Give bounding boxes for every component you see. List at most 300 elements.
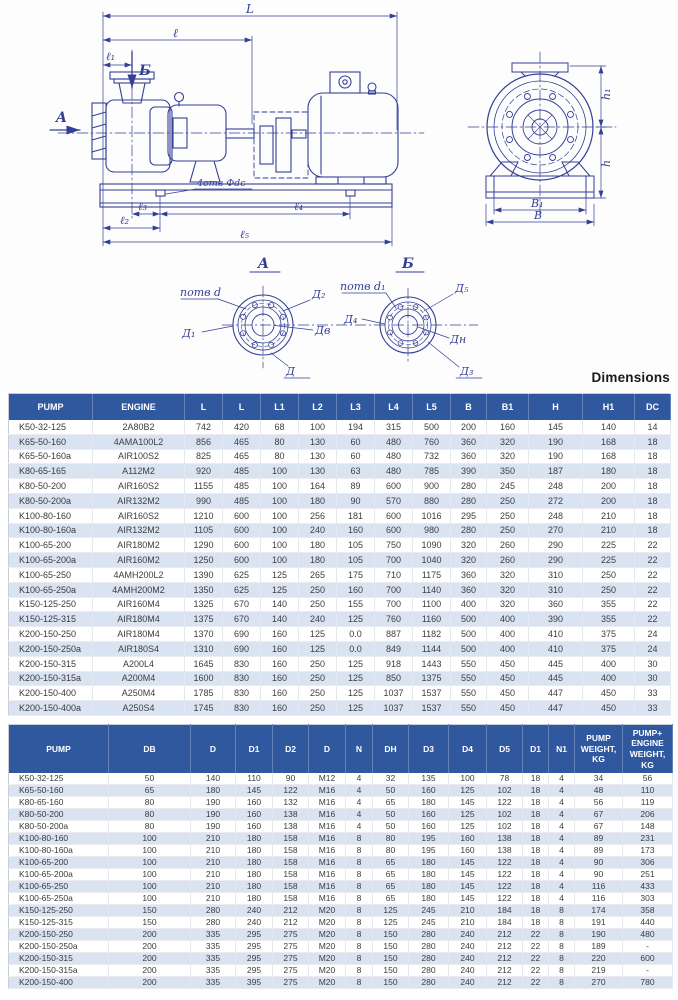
value-cell: 1155 — [185, 479, 223, 494]
pump-side-view — [50, 2, 424, 246]
dim-label-l5: ℓ₅ — [240, 228, 249, 241]
value-cell: 50 — [109, 773, 191, 785]
table-row — [9, 868, 673, 880]
dim-label-L: L — [246, 2, 254, 16]
value-cell: 14 — [635, 420, 671, 434]
value-cell: 158 — [273, 892, 309, 904]
value-cell: 210 — [191, 892, 236, 904]
column-header: N1 — [549, 724, 575, 773]
value-cell: 248 — [529, 479, 583, 494]
value-cell: M16 — [309, 892, 346, 904]
value-cell: 4 — [549, 820, 575, 832]
value-cell: 160 — [487, 420, 529, 434]
column-header: D3 — [409, 724, 449, 773]
value-cell: 250 — [583, 582, 635, 597]
value-cell: 360 — [451, 449, 487, 464]
value-cell: M12 — [309, 773, 346, 785]
value-cell: 275 — [273, 952, 309, 964]
value-cell: 130 — [299, 434, 337, 449]
section-a-label: A — [56, 110, 67, 126]
value-cell: 18 — [523, 856, 549, 868]
value-cell: 125 — [299, 641, 337, 656]
column-header: D — [309, 724, 346, 773]
value-cell: 830 — [223, 656, 261, 671]
pump-name-cell: K100-65-200 — [9, 856, 109, 868]
pump-name-cell: K65-50-160a — [9, 449, 93, 464]
value-cell: 125 — [449, 820, 487, 832]
value-cell: 168 — [583, 434, 635, 449]
value-cell: 8 — [346, 844, 373, 856]
value-cell: M20 — [309, 952, 346, 964]
value-cell: 105 — [337, 538, 375, 553]
table-row — [9, 449, 671, 464]
pump-name-cell: K50-32-125 — [9, 773, 109, 785]
value-cell: 89 — [575, 832, 623, 844]
value-cell: 18 — [523, 904, 549, 916]
value-cell: 251 — [623, 868, 673, 880]
dim-label-B: B — [534, 209, 543, 222]
value-cell: 122 — [273, 784, 309, 796]
value-cell: 275 — [273, 940, 309, 952]
value-cell: 625 — [223, 582, 261, 597]
value-cell: 400 — [583, 671, 635, 686]
value-cell: 68 — [261, 420, 299, 434]
value-cell: 1100 — [413, 597, 451, 612]
value-cell: 450 — [583, 686, 635, 701]
value-cell: 180 — [236, 892, 273, 904]
table-row — [9, 916, 673, 928]
value-cell: 1785 — [185, 686, 223, 701]
pump-name-cell: K200-150-400 — [9, 976, 109, 988]
value-cell: 33 — [635, 701, 671, 716]
dim-label-B1: B₁ — [531, 197, 544, 210]
table-row — [9, 464, 671, 479]
value-cell: 100 — [261, 479, 299, 494]
value-cell: 191 — [575, 916, 623, 928]
value-cell: 335 — [191, 940, 236, 952]
value-cell: 260 — [487, 538, 529, 553]
value-cell: 360 — [451, 567, 487, 582]
value-cell: 174 — [575, 904, 623, 916]
value-cell: 219 — [575, 964, 623, 976]
pump-name-cell: K100-80-160 — [9, 832, 109, 844]
value-cell: 742 — [185, 420, 223, 434]
pump-name-cell: K100-65-200a — [9, 868, 109, 880]
side-view-labels — [54, 2, 303, 241]
value-cell: 22 — [523, 940, 549, 952]
value-cell: 158 — [273, 844, 309, 856]
value-cell: 164 — [299, 479, 337, 494]
value-cell: 350 — [487, 464, 529, 479]
value-cell: 22 — [635, 553, 671, 568]
value-cell: M16 — [309, 868, 346, 880]
column-header: D5 — [487, 724, 523, 773]
value-cell: 4 — [346, 796, 373, 808]
value-cell: 22 — [635, 538, 671, 553]
value-cell: 200 — [109, 940, 191, 952]
value-cell: 355 — [583, 612, 635, 627]
value-cell: 33 — [635, 686, 671, 701]
value-cell: 1040 — [413, 553, 451, 568]
value-cell: 270 — [575, 976, 623, 988]
value-cell: 760 — [375, 612, 413, 627]
pump-name-cell: K150-125-315 — [9, 612, 93, 627]
value-cell: 158 — [273, 856, 309, 868]
value-cell: 212 — [487, 940, 523, 952]
value-cell: 210 — [449, 916, 487, 928]
pump-name-cell: K65-50-160 — [9, 434, 93, 449]
value-cell: 100 — [109, 844, 191, 856]
value-cell: 8 — [346, 832, 373, 844]
section-b-label: Б — [139, 63, 151, 79]
pump-name-cell: K200-150-315a — [9, 964, 109, 976]
value-cell: 410 — [529, 627, 583, 642]
value-cell: 160 — [261, 627, 299, 642]
value-cell: 240 — [449, 976, 487, 988]
value-cell: 140 — [261, 612, 299, 627]
value-cell: 158 — [273, 880, 309, 892]
value-cell: 280 — [409, 940, 449, 952]
column-header: PUMP WEIGHT, KG — [575, 724, 623, 773]
value-cell: 433 — [623, 880, 673, 892]
value-cell: 335 — [191, 976, 236, 988]
table-row — [9, 493, 671, 508]
value-cell: 280 — [409, 976, 449, 988]
column-header: L1 — [261, 394, 299, 421]
value-cell: 180 — [236, 868, 273, 880]
value-cell: 90 — [273, 773, 309, 785]
table-row — [9, 952, 673, 964]
value-cell: 145 — [449, 892, 487, 904]
value-cell: 1325 — [185, 597, 223, 612]
pump-name-cell: K200-150-250 — [9, 928, 109, 940]
value-cell: 8 — [549, 964, 575, 976]
value-cell: 500 — [413, 420, 451, 434]
value-cell: 280 — [191, 904, 236, 916]
value-cell: 210 — [449, 904, 487, 916]
value-cell: 180 — [236, 856, 273, 868]
value-cell: 485 — [223, 464, 261, 479]
value-cell: 465 — [223, 449, 261, 464]
dim-label-l1: ℓ₁ — [106, 50, 115, 63]
value-cell: 1175 — [413, 567, 451, 582]
value-cell: 420 — [223, 420, 261, 434]
value-cell: 140 — [261, 597, 299, 612]
value-cell: 30 — [635, 671, 671, 686]
value-cell: 210 — [191, 856, 236, 868]
value-cell: AIR180M4 — [93, 627, 185, 642]
value-cell: 102 — [487, 784, 523, 796]
value-cell: 18 — [523, 784, 549, 796]
value-cell: 700 — [375, 582, 413, 597]
value-cell: 240 — [449, 964, 487, 976]
value-cell: 189 — [575, 940, 623, 952]
value-cell: 445 — [529, 656, 583, 671]
table-row — [9, 612, 671, 627]
value-cell: 830 — [223, 701, 261, 716]
column-header: D4 — [449, 724, 487, 773]
value-cell: 180 — [409, 796, 449, 808]
value-cell: 125 — [299, 627, 337, 642]
dim-label-D2: Д₂ — [312, 288, 326, 301]
value-cell: 480 — [375, 464, 413, 479]
value-cell: 50 — [373, 820, 409, 832]
table-header-row — [9, 724, 673, 773]
pump-unit — [92, 72, 254, 182]
value-cell: 155 — [337, 597, 375, 612]
value-cell: 180 — [236, 844, 273, 856]
value-cell: 360 — [451, 434, 487, 449]
value-cell: 320 — [487, 597, 529, 612]
value-cell: 22 — [523, 928, 549, 940]
value-cell: 335 — [191, 928, 236, 940]
value-cell: 100 — [261, 553, 299, 568]
value-cell: 8 — [549, 940, 575, 952]
value-cell: 135 — [409, 773, 449, 785]
value-cell: 410 — [529, 641, 583, 656]
value-cell: 168 — [583, 449, 635, 464]
value-cell: 240 — [236, 904, 273, 916]
value-cell: 1390 — [185, 567, 223, 582]
value-cell: 125 — [337, 656, 375, 671]
value-cell: 240 — [299, 523, 337, 538]
table-row — [9, 656, 671, 671]
value-cell: 125 — [449, 784, 487, 796]
value-cell: 116 — [575, 892, 623, 904]
value-cell: 295 — [236, 940, 273, 952]
value-cell: 24 — [635, 627, 671, 642]
value-cell: 158 — [273, 832, 309, 844]
value-cell: 200 — [109, 928, 191, 940]
pump-name-cell: K100-65-250 — [9, 567, 93, 582]
pump-name-cell: K150-125-250 — [9, 597, 93, 612]
value-cell: M16 — [309, 820, 346, 832]
table-row — [9, 964, 673, 976]
value-cell: 145 — [449, 880, 487, 892]
value-cell: 4 — [346, 820, 373, 832]
column-header: ENGINE — [93, 394, 185, 421]
value-cell: 280 — [451, 479, 487, 494]
value-cell: 1310 — [185, 641, 223, 656]
value-cell: 310 — [529, 582, 583, 597]
value-cell: 4AMH200M2 — [93, 582, 185, 597]
value-cell: M16 — [309, 784, 346, 796]
value-cell: 4 — [549, 856, 575, 868]
value-cell: 4AMA100L2 — [93, 434, 185, 449]
value-cell: 150 — [373, 964, 409, 976]
column-header: B1 — [487, 394, 529, 421]
value-cell: 190 — [191, 808, 236, 820]
value-cell: 138 — [487, 832, 523, 844]
value-cell: 65 — [109, 784, 191, 796]
value-cell: 4 — [346, 773, 373, 785]
value-cell: 105 — [337, 553, 375, 568]
value-cell: 295 — [236, 928, 273, 940]
value-cell: 22 — [635, 567, 671, 582]
value-cell: 145 — [449, 796, 487, 808]
value-cell: 22 — [635, 597, 671, 612]
value-cell: 125 — [261, 567, 299, 582]
value-cell: AIR132M2 — [93, 493, 185, 508]
value-cell: 184 — [487, 916, 523, 928]
value-cell: 102 — [487, 820, 523, 832]
value-cell: 225 — [583, 538, 635, 553]
value-cell: 18 — [635, 464, 671, 479]
value-cell: 480 — [375, 434, 413, 449]
value-cell: 250 — [299, 656, 337, 671]
value-cell: 272 — [529, 493, 583, 508]
value-cell: 295 — [451, 508, 487, 523]
value-cell: 138 — [273, 820, 309, 832]
value-cell: 1210 — [185, 508, 223, 523]
value-cell: 220 — [575, 952, 623, 964]
value-cell: 132 — [273, 796, 309, 808]
flange-a-title: A — [258, 256, 269, 272]
value-cell: 480 — [623, 928, 673, 940]
value-cell: 130 — [299, 449, 337, 464]
value-cell: 320 — [451, 553, 487, 568]
value-cell: 240 — [299, 612, 337, 627]
value-cell: - — [623, 940, 673, 952]
value-cell: 250 — [583, 567, 635, 582]
table-row — [9, 940, 673, 952]
value-cell: 480 — [375, 449, 413, 464]
value-cell: 145 — [236, 784, 273, 796]
pump-name-cell: K100-80-160 — [9, 508, 93, 523]
pump-name-cell: K150-125-250 — [9, 904, 109, 916]
value-cell: 100 — [109, 868, 191, 880]
value-cell: 400 — [487, 627, 529, 642]
value-cell: 100 — [261, 464, 299, 479]
value-cell: 825 — [185, 449, 223, 464]
value-cell: 60 — [337, 449, 375, 464]
table-row — [9, 420, 671, 434]
value-cell: 180 — [299, 538, 337, 553]
value-cell: 500 — [451, 612, 487, 627]
value-cell: 360 — [529, 597, 583, 612]
table-header-row — [9, 394, 671, 421]
value-cell: 1645 — [185, 656, 223, 671]
column-header: PUMP+ ENGINE WEIGHT, KG — [623, 724, 673, 773]
value-cell: 125 — [337, 612, 375, 627]
pump-name-cell: K200-150-400 — [9, 686, 93, 701]
value-cell: 280 — [409, 964, 449, 976]
value-cell: 320 — [487, 449, 529, 464]
value-cell: AIR160S2 — [93, 479, 185, 494]
value-cell: 173 — [623, 844, 673, 856]
dimensions-title: Dimensions — [591, 370, 670, 385]
table-row — [9, 808, 673, 820]
value-cell: 200 — [451, 420, 487, 434]
pump-name-cell: K80-65-160 — [9, 796, 109, 808]
pump-name-cell: K150-125-315 — [9, 916, 109, 928]
table-row — [9, 832, 673, 844]
value-cell: 184 — [487, 904, 523, 916]
value-cell: 250 — [487, 493, 529, 508]
value-cell: 160 — [236, 808, 273, 820]
table-row — [9, 880, 673, 892]
value-cell: 18 — [523, 844, 549, 856]
value-cell: 4 — [549, 880, 575, 892]
value-cell: 63 — [337, 464, 375, 479]
value-cell: 22 — [523, 964, 549, 976]
column-header: DH — [373, 724, 409, 773]
value-cell: 231 — [623, 832, 673, 844]
value-cell: A250S4 — [93, 701, 185, 716]
value-cell: 212 — [273, 916, 309, 928]
value-cell: 8 — [346, 916, 373, 928]
pump-name-cell: K65-50-160 — [9, 784, 109, 796]
value-cell: A200M4 — [93, 671, 185, 686]
value-cell: A112M2 — [93, 464, 185, 479]
table-row — [9, 856, 673, 868]
value-cell: 849 — [375, 641, 413, 656]
value-cell: 570 — [375, 493, 413, 508]
value-cell: 670 — [223, 612, 261, 627]
value-cell: 250 — [299, 701, 337, 716]
value-cell: 18 — [635, 508, 671, 523]
value-cell: 245 — [487, 479, 529, 494]
value-cell: 8 — [549, 928, 575, 940]
value-cell: 670 — [223, 597, 261, 612]
value-cell: 887 — [375, 627, 413, 642]
value-cell: AIR180M2 — [93, 538, 185, 553]
value-cell: 100 — [109, 856, 191, 868]
dim-label-l2: ℓ₂ — [120, 214, 129, 227]
value-cell: 150 — [373, 940, 409, 952]
pump-name-cell: K100-80-160a — [9, 523, 93, 538]
value-cell: 90 — [575, 868, 623, 880]
value-cell: 447 — [529, 701, 583, 716]
value-cell: 4 — [549, 832, 575, 844]
value-cell: 100 — [449, 773, 487, 785]
value-cell: 90 — [337, 493, 375, 508]
value-cell: 1037 — [375, 686, 413, 701]
value-cell: 256 — [299, 508, 337, 523]
table-row — [9, 686, 671, 701]
value-cell: 18 — [523, 808, 549, 820]
pump-name-cell: K100-80-160a — [9, 844, 109, 856]
value-cell: 100 — [299, 420, 337, 434]
table-row — [9, 597, 671, 612]
column-header: D1 — [236, 724, 273, 773]
value-cell: 122 — [487, 856, 523, 868]
pump-name-cell: K200-150-250 — [9, 627, 93, 642]
value-cell: 100 — [261, 493, 299, 508]
value-cell: 500 — [451, 627, 487, 642]
value-cell: 212 — [487, 964, 523, 976]
value-cell: 200 — [109, 952, 191, 964]
value-cell: 980 — [413, 523, 451, 538]
value-cell: 60 — [337, 434, 375, 449]
value-cell: 138 — [273, 808, 309, 820]
value-cell: 160 — [261, 701, 299, 716]
value-cell: 315 — [375, 420, 413, 434]
value-cell: 22 — [523, 952, 549, 964]
value-cell: 625 — [223, 567, 261, 582]
value-cell: 210 — [583, 508, 635, 523]
value-cell: 130 — [299, 464, 337, 479]
value-cell: 280 — [191, 916, 236, 928]
value-cell: M20 — [309, 928, 346, 940]
value-cell: 225 — [583, 553, 635, 568]
value-cell: 1160 — [413, 612, 451, 627]
value-cell: 22 — [523, 976, 549, 988]
value-cell: 125 — [373, 904, 409, 916]
value-cell: 920 — [185, 464, 223, 479]
value-cell: 8 — [549, 952, 575, 964]
value-cell: 600 — [375, 508, 413, 523]
